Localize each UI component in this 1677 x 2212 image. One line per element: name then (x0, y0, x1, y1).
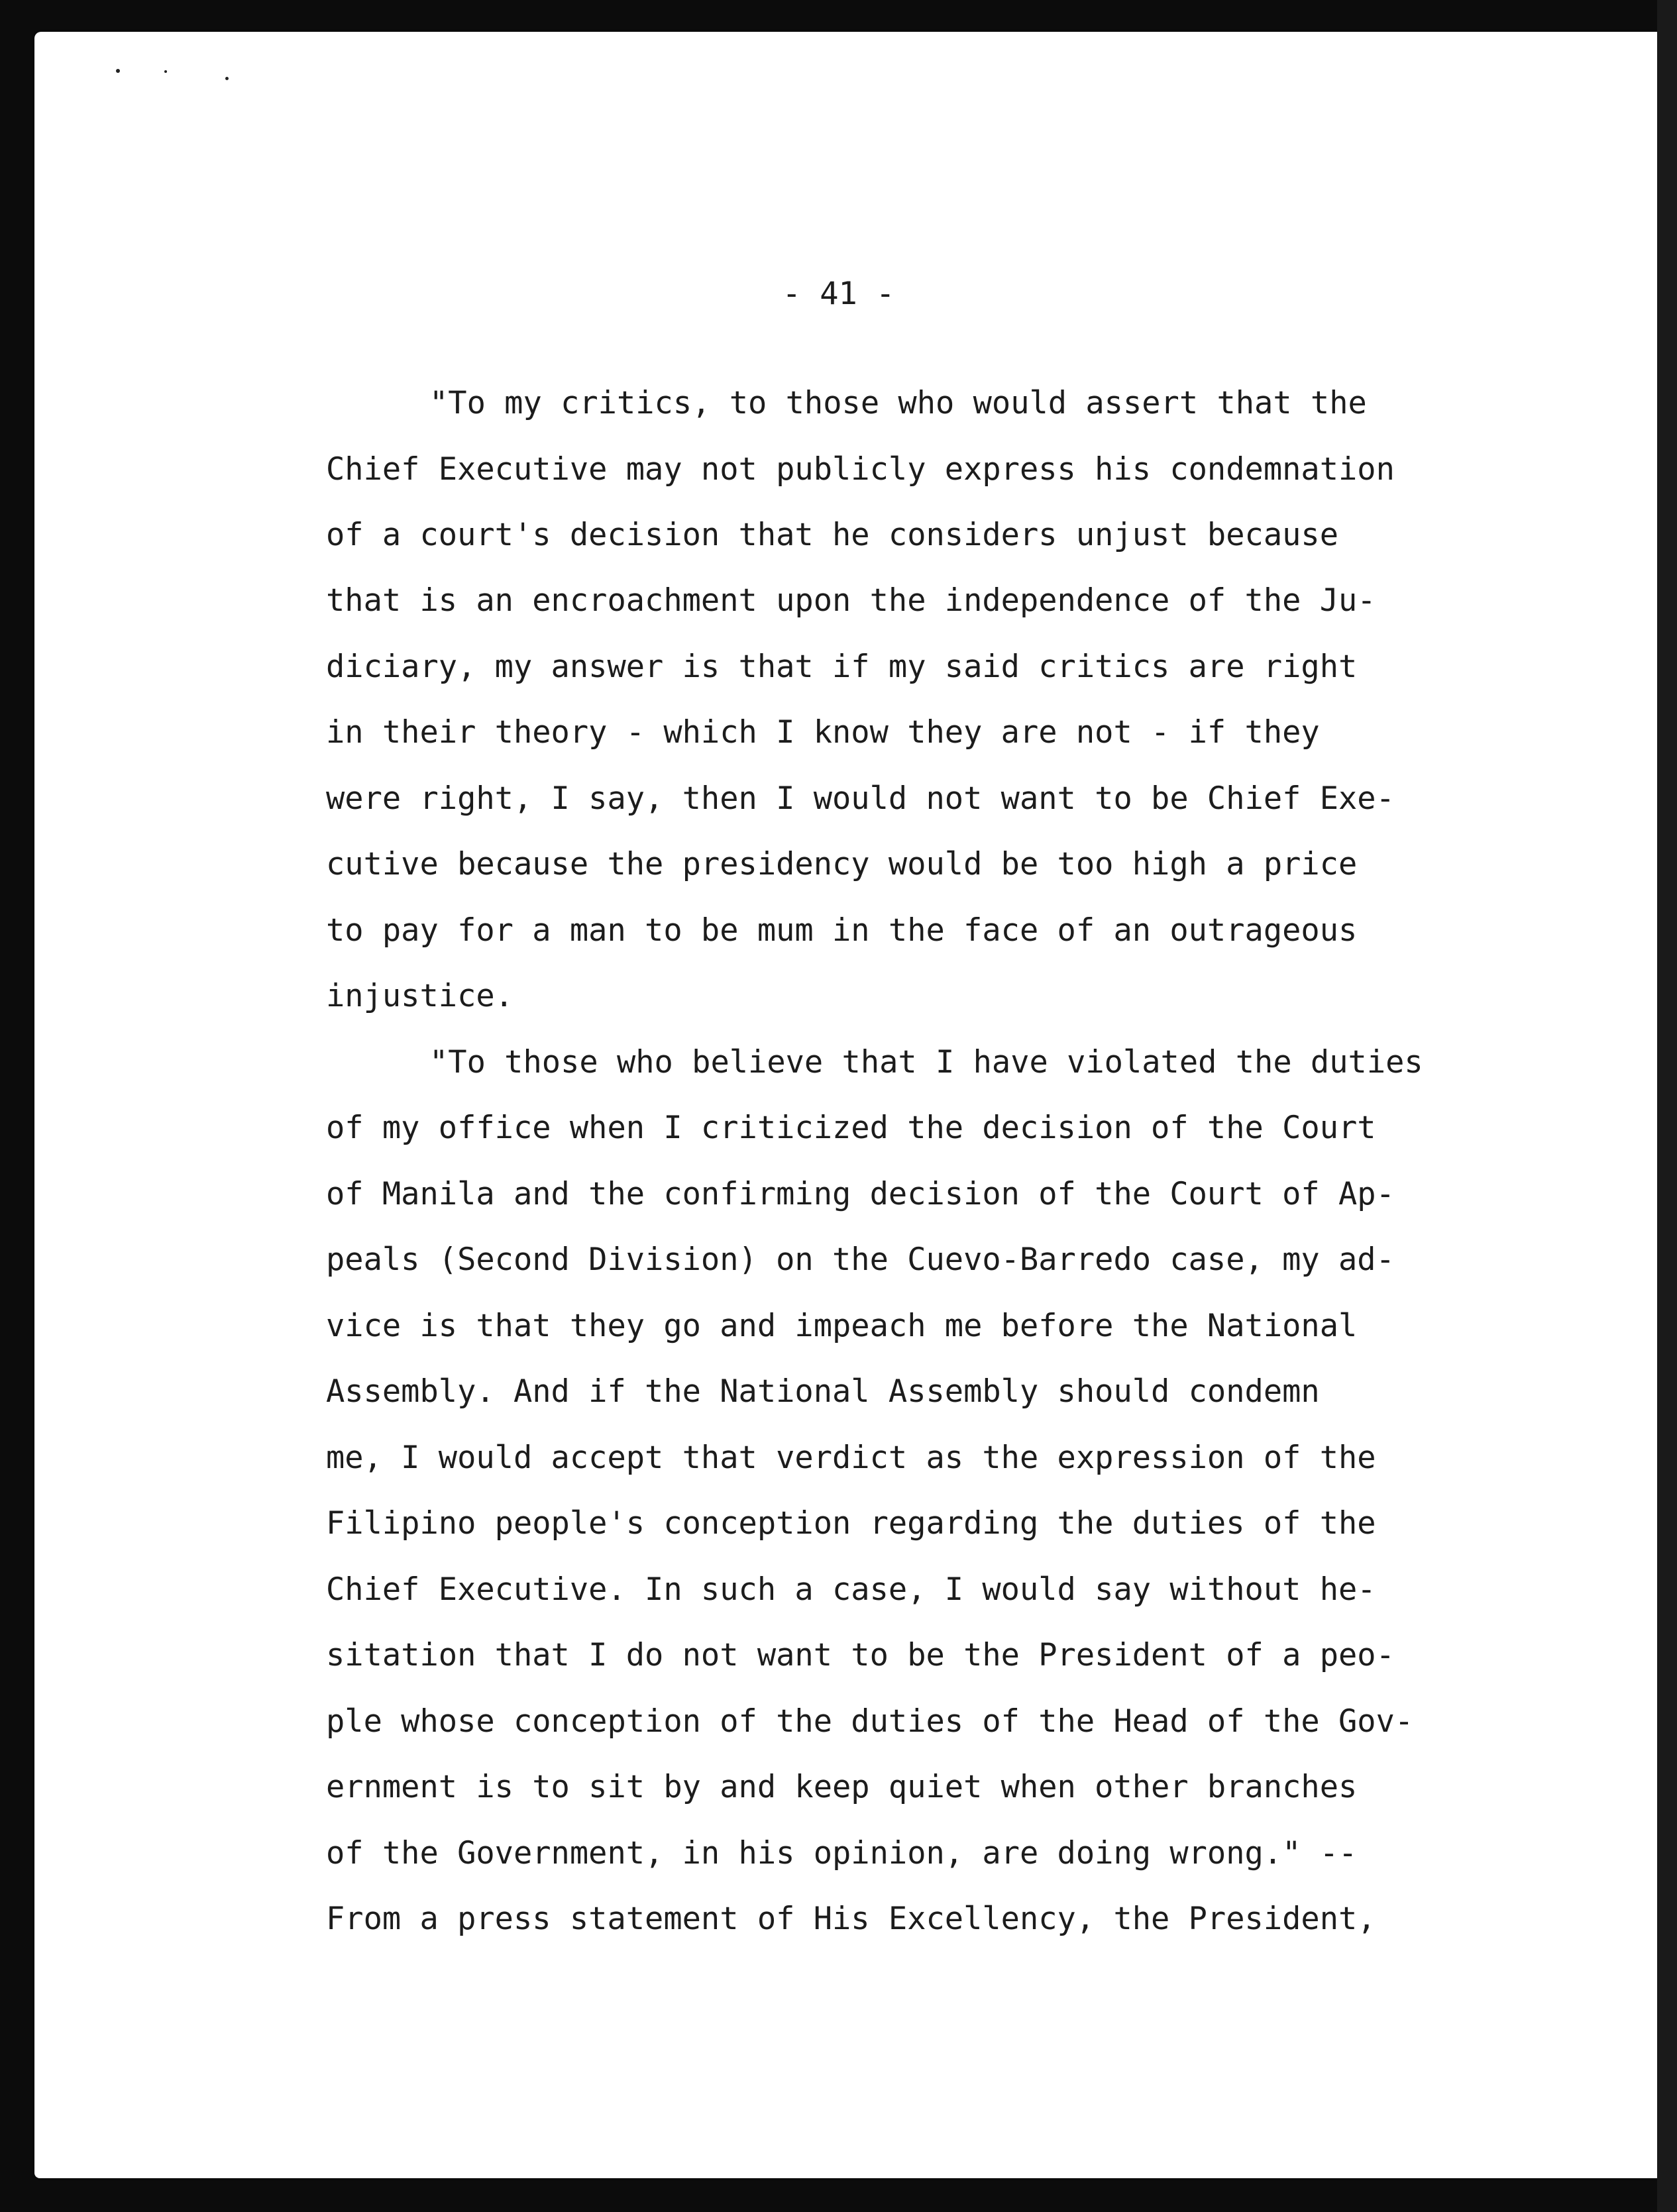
text-line: were right, I say, then I would not want to be Chief Exe- (326, 780, 1395, 817)
text-line: ple whose conception of the duties of the Head of the Gov- (326, 1703, 1414, 1740)
text-line: "To my critics, to those who would assert that the (429, 385, 1367, 421)
text-line: Chief Executive may not publicly express his condemnation (326, 451, 1395, 488)
film-border (1657, 0, 1677, 2212)
text-line: to pay for a man to be mum in the face of an outrageous (326, 912, 1358, 949)
text-line: of the Government, in his opinion, are doing wrong." -- (326, 1835, 1358, 1871)
page-number: - 41 - (782, 276, 895, 312)
text-line: Assembly. And if the National Assembly should condemn (326, 1373, 1320, 1410)
text-line: ernment is to sit by and keep quiet when other branches (326, 1769, 1358, 1805)
text-line: injustice. (326, 978, 514, 1014)
dust-speck (116, 69, 120, 73)
text-line: sitation that I do not want to be the President of a peo- (326, 1637, 1395, 1673)
text-line: Chief Executive. In such a case, I would say without he- (326, 1571, 1376, 1608)
text-line: in their theory - which I know they are not - if they (326, 714, 1320, 751)
dust-speck (225, 77, 229, 80)
text-line: "To those who believe that I have violated the duties (429, 1044, 1423, 1080)
text-line: diciary, my answer is that if my said critics are right (326, 649, 1358, 685)
text-line: cutive because the presidency would be too high a price (326, 846, 1358, 882)
text-line: me, I would accept that verdict as the expression of the (326, 1440, 1376, 1476)
text-line: that is an encroachment upon the independence of the Ju- (326, 582, 1376, 619)
text-line: of my office when I criticized the decision of the Court (326, 1110, 1376, 1146)
text-line: of Manila and the confirming decision of the Court of Ap- (326, 1176, 1395, 1212)
text-line: of a court's decision that he considers unjust because (326, 517, 1339, 553)
text-line: peals (Second Division) on the Cuevo-Barredo case, my ad- (326, 1241, 1395, 1278)
text-line: From a press statement of His Excellency, the President, (326, 1901, 1376, 1937)
text-line: vice is that they go and impeach me before the National (326, 1308, 1358, 1344)
dust-speck (164, 70, 167, 73)
text-line: Filipino people's conception regarding the duties of the (326, 1505, 1376, 1542)
